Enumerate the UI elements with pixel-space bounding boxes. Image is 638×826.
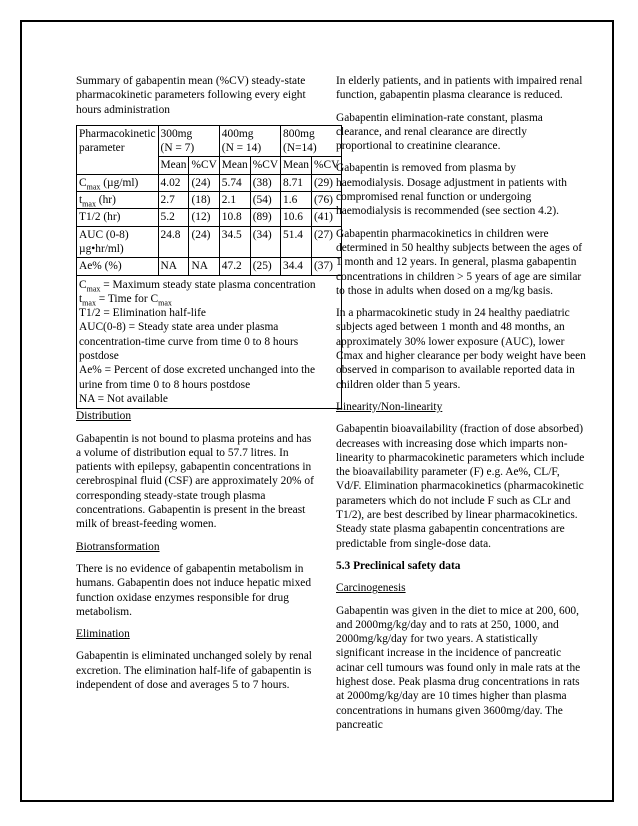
mean-value-cell: 24.8 xyxy=(158,226,189,258)
paragraph: In elderly patients, and in patients with impaired renal function, gabapentin plasma clearance is reduced. xyxy=(336,75,583,102)
left-column xyxy=(76,74,340,700)
cv-value-cell: (29) xyxy=(311,174,341,191)
param-name-cell: $C_{max}$ (µg/ml) xyxy=(77,174,159,191)
mean-header: Mean xyxy=(219,157,250,174)
dose-label: 400mg xyxy=(221,127,254,140)
distribution-heading: Distribution xyxy=(76,410,132,423)
cv-value-cell: (12) xyxy=(189,209,219,226)
cv-value-cell: (24) xyxy=(189,174,219,191)
mean-value-cell: 51.4 xyxy=(281,226,312,258)
distribution-text: Gabapentin is not bound to plasma proteins and has a volume of distribution equal to 57.7 litres. In patients with epilepsy, gabapentin concentrations in cerebrospinal fluid (CSF) are approximately 20% of corresponding steady-state trough plasma concentrations. Gabapentin is present in the breast milk of breast-feeding women. xyxy=(76,432,314,531)
mean-value-cell: 47.2 xyxy=(219,258,250,275)
linearity-heading: Linearity/Non-linearity xyxy=(336,400,443,413)
biotransformation-text: There is no evidence of gabapentin metabolism in humans. Gabapentin does not induce hepatic mixed function oxidase enzymes responsible for drug metabolism. xyxy=(76,562,312,618)
dose-n: (N = 7) xyxy=(160,142,195,155)
cv-value-cell: (37) xyxy=(311,258,341,275)
paragraph: Gabapentin is removed from plasma by haemodialysis. Dosage adjustment in patients with compromised renal function or undergoing haemodialysis is recommended (see section 4.2). xyxy=(336,162,567,218)
dose-label: 300mg xyxy=(160,127,193,140)
dose-n: (N=14) xyxy=(283,142,317,155)
table-row xyxy=(77,258,342,275)
param-name-cell: Ae% (%) xyxy=(77,258,159,275)
paragraph: Gabapentin elimination-rate constant, plasma clearance, and renal clearance are directly proportional to creatinine clearance. xyxy=(336,111,543,153)
table-body xyxy=(77,174,342,275)
table-row xyxy=(77,226,342,258)
cv-value-cell: (89) xyxy=(250,209,280,226)
elimination-text: Gabapentin is eliminated unchanged solely by renal excretion. The elimination half-life of gabapentin is independent of dose and averages 5 to 7 hours. xyxy=(76,650,312,691)
param-header-cell: Pharmacokinetic parameter xyxy=(77,125,159,174)
right-column xyxy=(336,74,586,740)
table-notes xyxy=(77,275,342,409)
cv-value-cell: (38) xyxy=(250,174,280,191)
mean-value-cell: 34.4 xyxy=(281,258,312,275)
dose-n: (N = 14) xyxy=(221,142,262,155)
table-note: NA = Not available xyxy=(79,392,168,405)
table-row xyxy=(77,192,342,209)
mean-value-cell: NA xyxy=(158,258,189,275)
table-note: AUC(0-8) = Steady state area under plasma concentration-time curve from time 0 to 8 hours postdose xyxy=(79,321,299,363)
carcinogenesis-text: Gabapentin was given in the diet to mice at 200, 600, and 2000mg/kg/day and to rats at 250, 1000, and 2000mg/kg/day for two years. A statistically significant increase in the incidence of pancreatic acinar cell tumours was found only in male rats at the highest dose. Peak plasma drug concentrations in rats at 2000mg/kg/day are 10 times higher than plasma concentrations in humans given 3600mg/day. The pancreatic xyxy=(336,604,581,731)
cv-header: %CV xyxy=(250,157,280,174)
cv-header: %CV xyxy=(189,157,219,174)
mean-value-cell: 8.71 xyxy=(281,174,312,191)
cv-value-cell: NA xyxy=(189,258,219,275)
dose-header-cell xyxy=(158,125,219,157)
cv-value-cell: (18) xyxy=(189,192,219,209)
table-notes-row xyxy=(77,275,342,409)
cv-value-cell: (41) xyxy=(311,209,341,226)
param-name-cell: AUC (0-8) µg•hr/ml) xyxy=(77,226,159,258)
linearity-text: Gabapentin bioavailability (fraction of dose absorbed) decreases with increasing dose which imparts non-linearity to pharmacokinetic parameters which include the bioavailability parameter (F) e.g. Ae%, CL/F, Vd/F. Elimination pharmacokinetics (pharmacokinetic parameters which do not include F such as CLr and T1/2), are best described by linear pharmacokinetics. Steady state plasma gabapentin concentrations are predictable from single-dose data. xyxy=(336,423,585,550)
mean-value-cell: 10.8 xyxy=(219,209,250,226)
paragraph: Gabapentin pharmacokinetics in children were determined in 50 healthy subjects between the ages of 1 month and 12 years. In general, plasma gabapentin concentrations in children > 5 years of age are similar to those in adults when dosed on a mg/kg basis. xyxy=(336,227,583,297)
mean-value-cell: 5.2 xyxy=(158,209,189,226)
cv-value-cell: (34) xyxy=(250,226,280,258)
elimination-heading: Elimination xyxy=(76,628,130,641)
table-note: Ae% = Percent of dose excreted unchanged into the urine from time 0 to 8 hours postdose xyxy=(79,364,316,391)
carcinogenesis-heading: Carcinogenesis xyxy=(336,582,406,595)
pk-parameters-table xyxy=(76,125,342,409)
cv-value-cell: (76) xyxy=(311,192,341,209)
mean-header: Mean xyxy=(281,157,312,174)
cv-value-cell: (25) xyxy=(250,258,280,275)
mean-value-cell: 34.5 xyxy=(219,226,250,258)
table-row xyxy=(77,174,342,191)
dose-header-cell xyxy=(219,125,280,157)
table-row xyxy=(77,209,342,226)
mean-value-cell: 2.1 xyxy=(219,192,250,209)
mean-header: Mean xyxy=(158,157,189,174)
mean-value-cell: 1.6 xyxy=(281,192,312,209)
cv-value-cell: (27) xyxy=(311,226,341,258)
biotransformation-heading: Biotransformation xyxy=(76,540,160,553)
cv-value-cell: (24) xyxy=(189,226,219,258)
table-note: T1/2 = Elimination half-life xyxy=(79,307,206,320)
dose-label: 800mg xyxy=(283,127,315,140)
table-note: $C_{max}$ = Maximum steady state plasma concentration xyxy=(79,278,316,293)
paragraph: In a pharmacokinetic study in 24 healthy paediatric subjects aged between 1 month and 48 months, an approximately 30% lower exposure (AUC), lower Cmax and higher clearance per body weight have been observed in comparison to available reported data in children older than 5 years. xyxy=(336,307,586,391)
section-heading: 5.3 Preclinical safety data xyxy=(336,559,461,572)
param-name-cell: $t_{max}$ (hr) xyxy=(77,192,159,209)
mean-value-cell: 2.7 xyxy=(158,192,189,209)
table-caption: Summary of gabapentin mean (%CV) steady-state pharmacokinetic parameters following every eight hours administration xyxy=(76,75,306,116)
table-header-row xyxy=(77,125,342,157)
dose-header-cell xyxy=(281,125,342,157)
cv-header: %CV xyxy=(311,157,341,174)
document-page xyxy=(20,20,614,802)
param-name-cell: T1/2 (hr) xyxy=(77,209,159,226)
table-note: $t_{max}$ = Time for $C_{max}$ xyxy=(79,292,172,308)
cv-value-cell: (54) xyxy=(250,192,280,209)
mean-value-cell: 5.74 xyxy=(219,174,250,191)
mean-value-cell: 4.02 xyxy=(158,174,189,191)
mean-value-cell: 10.6 xyxy=(281,209,312,226)
